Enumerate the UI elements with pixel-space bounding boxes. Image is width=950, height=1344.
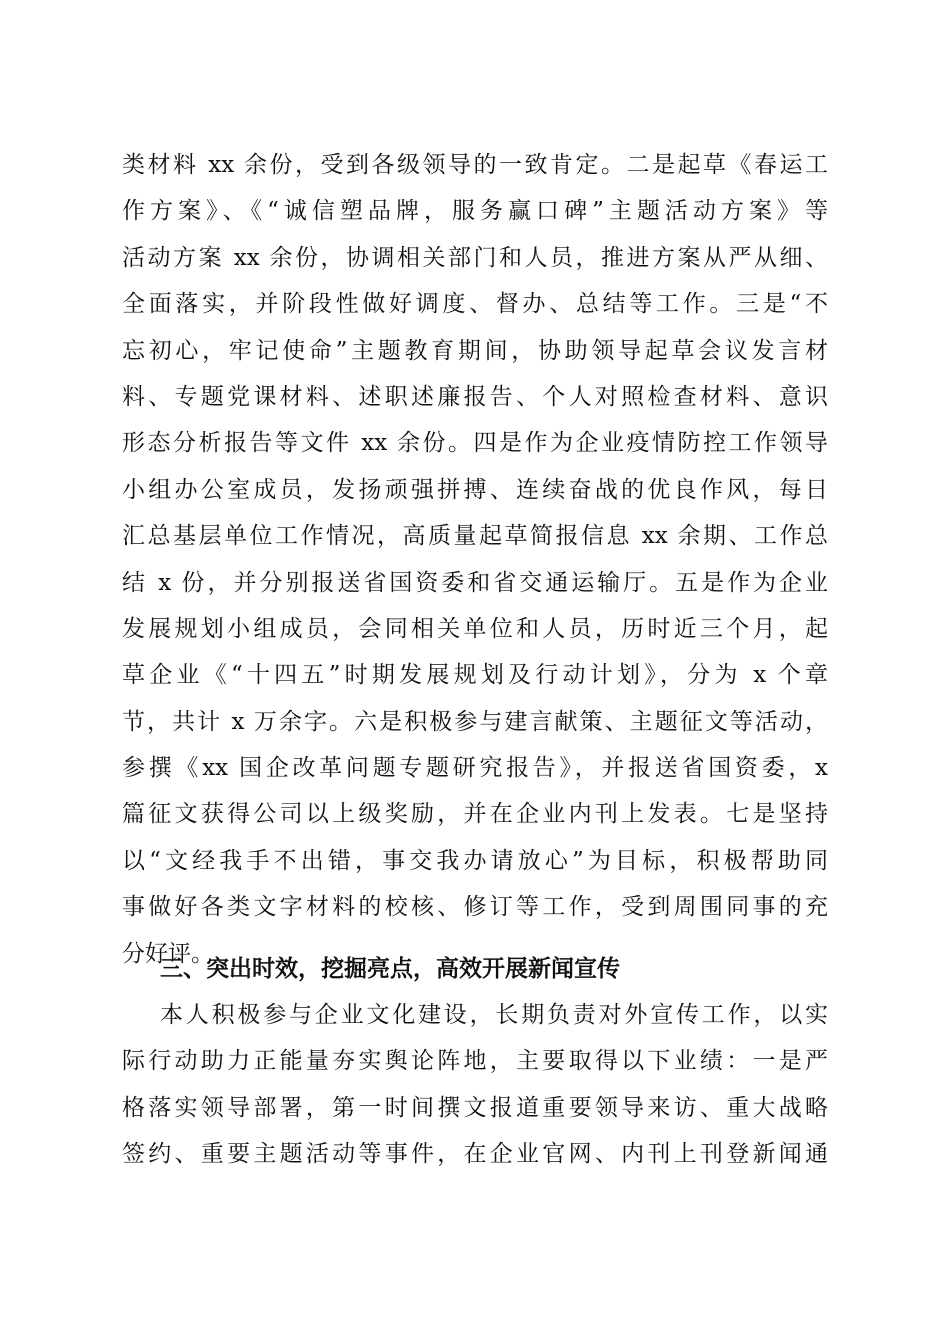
- paragraph-line: 全面落实，并阶段性做好调度、督办、总结等工作。三是“不: [122, 291, 828, 318]
- paragraph-line: 作方案》、《“诚信塑品牌，服务赢口碑”主题活动方案》等: [122, 198, 828, 225]
- section-paragraph: [122, 992, 828, 1178]
- paragraph-continued: [122, 142, 828, 977]
- paragraph-line: 草企业《“十四五”时期发展规划及行动计划》，分为 x 个章: [122, 662, 828, 689]
- paragraph-line: 忘初心，牢记使命”主题教育期间，协助领导起草会议发言材: [122, 337, 828, 364]
- paragraph-line: 料、专题党课材料、述职述廉报告、个人对照检查材料、意识: [122, 383, 828, 410]
- paragraph-line: 签约、重要主题活动等事件，在企业官网、内刊上刊登新闻通: [122, 1141, 828, 1168]
- paragraph-line: 事做好各类文字材料的校核、修订等工作，受到周围同事的充: [122, 894, 828, 921]
- paragraph-line: 本人积极参与企业文化建设，长期负责对外宣传工作，以实: [160, 1002, 828, 1028]
- paragraph-line: 活动方案 xx 余份，协调相关部门和人员，推进方案从严从细、: [122, 244, 828, 271]
- paragraph-line: 发展规划小组成员，会同相关单位和人员，历时近三个月，起: [122, 615, 828, 642]
- paragraph-line: 以“文经我手不出错，事交我办请放心”为目标，积极帮助同: [122, 847, 828, 874]
- paragraph-line: 节，共计 x 万余字。六是积极参与建言献策、主题征文等活动，: [122, 708, 828, 735]
- paragraph-line: 类材料 xx 余份，受到各级领导的一致肯定。二是起草《春运工: [122, 152, 828, 178]
- section-heading: 三、突出时效，挖掘亮点，高效开展新闻宣传: [160, 956, 620, 982]
- paragraph-line: 分好评。: [122, 940, 214, 967]
- paragraph-line: 形态分析报告等文件 xx 余份。四是作为企业疫情防控工作领导: [122, 430, 828, 457]
- paragraph-line: 际行动助力正能量夯实舆论阵地，主要取得以下业绩：一是严: [122, 1048, 828, 1075]
- paragraph-line: 格落实领导部署，第一时间撰文报道重要领导来访、重大战略: [122, 1094, 828, 1121]
- paragraph-line: 汇总基层单位工作情况，高质量起草简报信息 xx 余期、工作总: [122, 523, 828, 550]
- paragraph-line: 小组办公室成员，发扬顽强拼搏、连续奋战的优良作风，每日: [122, 476, 828, 503]
- paragraph-line: 篇征文获得公司以上级奖励，并在企业内刊上发表。七是坚持: [122, 801, 828, 828]
- paragraph-line: 参撰《xx 国企改革问题专题研究报告》，并报送省国资委，x: [122, 755, 828, 782]
- paragraph-line: 结 x 份，并分别报送省国资委和省交通运输厅。五是作为企业: [122, 569, 828, 596]
